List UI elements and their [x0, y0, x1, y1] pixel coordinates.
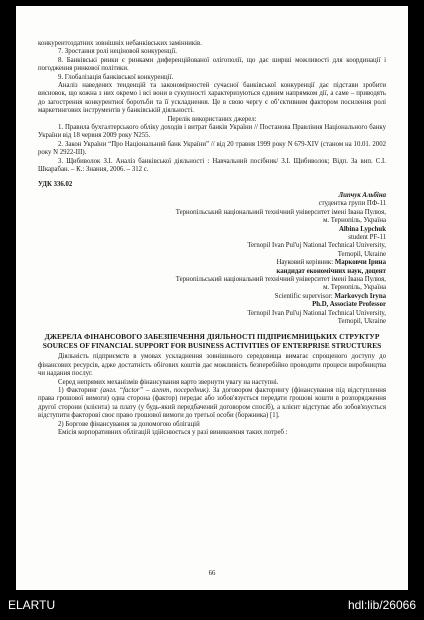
supervisor-name-ua: Марковчи Ірина: [334, 259, 386, 267]
supervisor-university-en: Ternopil Ivan Pul'uj National Technical University,: [247, 309, 386, 317]
reference-item: 1. Правила бухгалтерського обліку доходів і витрат банків України // Постанова Правління Національного банку України від 18 червня 2009 року N255.: [38, 124, 386, 140]
page-content: [38, 40, 386, 437]
footer-source-label: ELARTU: [8, 598, 56, 612]
author-name-en: Albina Lypchuk: [338, 225, 386, 233]
paragraph: Емісія корпоративних облігацій здійснюється у разі виникнення таких потреб :: [58, 429, 288, 437]
author-name-ua: Липчук Альбіна: [338, 191, 386, 199]
author-university-ua: Тернопільський національний технічний університет імені Івана Пулюя,: [175, 208, 386, 216]
footer-handle: hdl:lib/26066: [347, 598, 416, 612]
paragraph: 2) Боргове фінансування за допомогою облігацій: [58, 420, 200, 428]
footer-bar: [0, 590, 424, 620]
author-city-ua: м. Тернопіль, Україна: [323, 217, 386, 225]
supervisor-city-ua: м. Тернопіль, Україна: [323, 284, 386, 292]
supervisor-degree-en: Ph.D, Associate Professor: [312, 301, 386, 309]
paragraph: Діяльність підприємств в умовах ускладнення зовнішнього середовища вимагає спрощеного доступу до фінансових ресурсів, адже достатність обігових коштів дає можливість безперебійно проводити процеси виробництва чи надання послуг.: [38, 353, 386, 378]
supervisor-ua: [38, 259, 386, 267]
references-heading: Перелік використаних джерел:: [167, 115, 257, 123]
supervisor-en: [38, 293, 386, 301]
article-title-ua: ДЖЕРЕЛА ФІНАНСОВОГО ЗАБЕЗПЕЧЕННЯ ДІЯЛЬНОСТІ ПІДПРИЄМНИЦЬКИХ СТРУКТУР: [44, 332, 380, 342]
factoring-definition: За договором факторингу (фінансування під відступлення права грошової вимоги) одна сторона (фактор) передає або зобов'язується передати грошові кошти в розпорядження другої сторони (клієнта) за плату (у будь-який передбачений договором спосіб), а клієнт відступає або зобов'язується відступити факторові своє право грошової вимоги до третьої особи (боржника) [1].: [38, 387, 387, 420]
author-block: [38, 192, 386, 327]
author-city-en: Ternopil, Ukraine: [337, 250, 386, 258]
text-line: 9. Глобалізація банківської конкуренції.: [58, 73, 174, 81]
supervisor-name-en: Markovych Iryna: [334, 292, 386, 300]
document-page: [16, 6, 408, 590]
author-role-ua: студентка групи ПФ-11: [318, 200, 386, 208]
factoring-etymology: (англ. “factor” – агент, посередник).: [100, 387, 211, 395]
article-title-en: SOURCES OF FINANCIAL SUPPORT FOR BUSINESS ACTIVITIES OF ENTERPRISE STRUCTURES: [42, 341, 382, 351]
author-university-en: Ternopil Ivan Pul'uj National Technical University,: [247, 242, 386, 250]
supervisor-university-ua: Тернопільський національний технічний університет імені Івана Пулюя,: [175, 275, 386, 283]
udk-code: УДК 336.02: [38, 180, 73, 188]
factoring-lead: 1) Факторинг: [58, 387, 98, 395]
paragraph: Серед непрямих механізмів фінансування варто звернути увагу на наступні.: [58, 378, 279, 386]
paragraph: Аналіз наведених тенденцій та закономірностей сучасної банківської конкуренції дає підстави зробити висновок, що кожна з них окремо і всі вони в сукупності характеризуються єдиним напрямком дії, а саме – приводять до загострення конкурентної боротьби та її ускладнення. Це в свою чергу є об’єктивним фактором посилення ролі маркетингових інструментів у банківській діяльності.: [38, 82, 386, 115]
text-line: 7. Зростання ролі неціновой конкуренції.: [58, 48, 177, 56]
reference-item: 3. Щибиволок З.І. Аналіз банківської діяльності : Навчальний посібник/ З.І. Щибиволок; Відп. За вип. С.І. Шкарабан. – К.: Знання, 2006. – 312 с.: [38, 157, 386, 174]
text-line: конкурентоздатних зовнішніх небанківських замінників.: [38, 40, 202, 47]
supervisor-label-ua: Науковий керівник:: [276, 259, 334, 267]
author-role-en: student PF-11: [348, 233, 386, 241]
supervisor-city-en: Ternopil, Ukraine: [337, 318, 386, 325]
paragraph: [38, 387, 386, 421]
supervisor-label-en: Scientific supervisor:: [274, 292, 333, 300]
text-line: 8. Банківські ринки є ринками диференційованої олігополії, що дає ширші можливості для координації і погодження ринкової політики.: [38, 56, 386, 73]
page-number: 66: [208, 570, 216, 577]
reference-item: 2. Закон України “Про Національний банк України” // від 20 травня 1999 року N 679-XIV (станом на 10.01. 2002 року N 2922-III).: [38, 140, 386, 157]
supervisor-degree-ua: кандидат економічних наук, доцент: [276, 267, 386, 275]
